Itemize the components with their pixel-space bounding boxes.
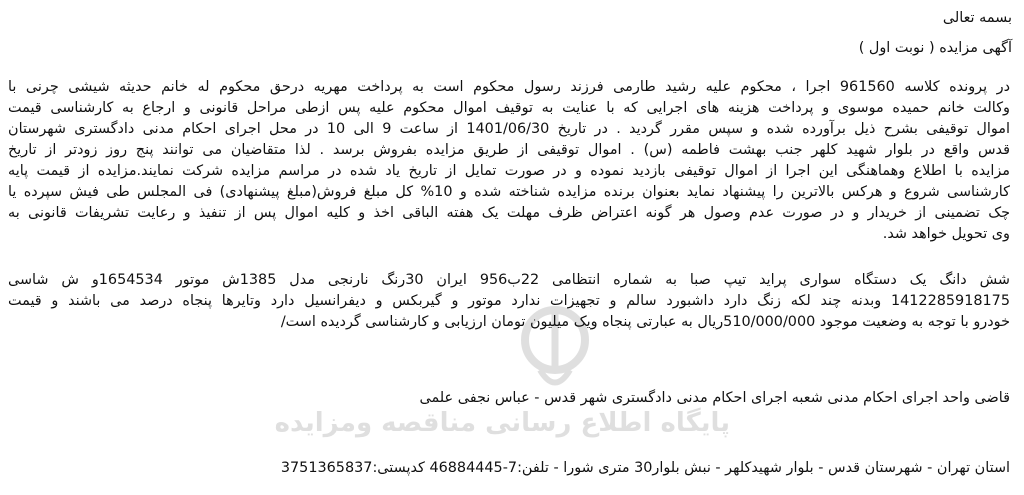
notice-title: آگهی مزایده ( نوبت اول ) [858, 40, 1012, 56]
paragraph-line: وی تحویل خواهد شد. [882, 226, 1010, 242]
watermark-text: پایگاه اطلاع رسانی مناقصه ومزایده [274, 408, 730, 438]
paragraph-line: مزایده با اطلاع وهماهنگی این اجرا از اموال توقیفی بازدید نموده و در صورت تمایل از تاریخ یاد شده در مراسم مزایده شرکت نمایند.مزایده از قیمت پایه [8, 163, 1010, 179]
address-footer: استان تهران - شهرستان قدس - بلوار شهیدکلهر - نبش بلوار30 متری شورا - تلفن:7-46884445 کدپستی:3751365837 [280, 460, 1010, 476]
header-invocation: بسمه تعالی [942, 10, 1012, 26]
paragraph-line: در پرونده کلاسه 961560 اجرا ، محکوم علیه رشید طارمی فرزند رسول محکوم است به پرداخت مهریه درحق محکوم له خانم حدیثه شیشی چرنی با [8, 79, 1010, 95]
paragraph-line: قدس واقع در بلوار شهید کلهر جنب بهشت فاطمه (س) . اموال توقیفی از طریق مزایده بفروش برسد . لذا متقاضیان می توانند پنج روز زودتر از تاریخ [8, 142, 1010, 158]
paragraph-line: کارشناسی شروع و هرکس بالاترین را پیشنهاد نماید بعنوان برنده مزایده شناخته شده و 10% کل مبلغ فروش(مبلغ پیشنهادی) فی المجلس طی فیش سپرده یا [8, 184, 1010, 200]
paragraph-line: وکالت خانم حمیده موسوی و پرداخت هزینه های اجرایی که با عنایت به توقیف اموال محکوم علیه پس ازطی مراحل قانونی و ارجاع به کارشناسی قیمت [8, 100, 1010, 116]
paragraph-line: چک تضمینی از خریدار و در صورت عدم وصول هر گونه اعتراض ظرف مهلت یک هفته الباقی اخذ و کلیه اموال پس از تنفیذ و رعایت تشریفات قانونی به [8, 205, 1010, 221]
paragraph-line: شش دانگ یک دستگاه سواری پراید تیپ صبا به شماره انتظامی 22ب956 ایران 30رنگ نارنجی مدل 1385ش موتور 1654534و ش شاسی [8, 272, 1010, 288]
paragraph-line: اموال توقیفی بشرح ذیل برآورده شده و سپس مقرر گردید . در تاریخ 1401/06/30 از ساعت 9 الی 10 در محل اجرای احکام مدنی دادگستری شهرستان [8, 121, 1010, 137]
judge-signature-line: قاضی واحد اجرای احکام مدنی شعبه اجرای احکام مدنی دادگستری شهر قدس - عباس نجفی علمی [419, 390, 1010, 406]
paragraph-line: خودرو با توجه به وضعیت موجود 510/000/000ریال به عبارتی پنجاه ویک میلیون تومان ارزیابی و کارشناسی گردیده است/ [280, 314, 1010, 330]
paragraph-line: 1412285918175 وبدنه چند لکه زنگ دارد داشبورد سالم و تجهیزات ندارد موتور و گیربکس و دیفرانسیل دارد وتایرها پنجاه درصد می باشند و قیمت [8, 293, 1010, 309]
